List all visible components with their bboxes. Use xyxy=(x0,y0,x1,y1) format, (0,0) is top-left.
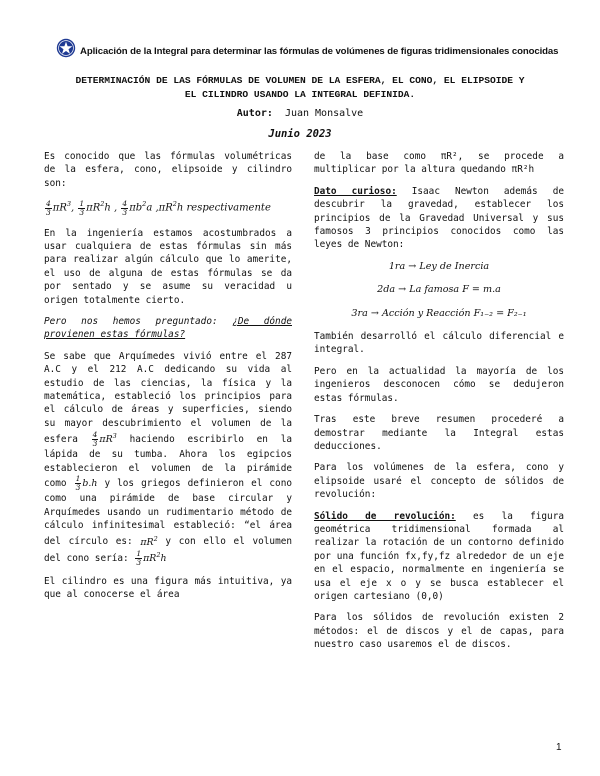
star-logo-icon xyxy=(56,38,76,58)
curiosity-paragraph xyxy=(314,185,564,252)
left-column xyxy=(44,150,292,610)
right-column xyxy=(314,150,564,660)
title-line-2: EL CILINDRO USANDO LA INTEGRAL DEFINIDA. xyxy=(184,89,416,100)
question-text: ¿De dónde provienen estas fórmulas? xyxy=(44,315,292,341)
newton-law-3: 3ra → Acción y Reacción F₁₋₂ = F₂₋₁ xyxy=(351,307,527,319)
intro-paragraph: Es conocido que las fórmulas volumétricas de la esfera, cono, elipsoide y cilindro son: xyxy=(44,151,292,189)
title-line-1: DETERMINACIÓN DE LAS FÓRMULAS DE VOLUMEN DE LA ESFERA, EL CONO, EL ELIPSOIDE Y xyxy=(75,75,525,86)
summary-paragraph: Tras este breve resumen procederé a demostrar mediante la Integral estas deducciones. xyxy=(314,414,564,452)
revolution-intro-paragraph: Para los volúmenes de la esfera, cono y elipsoide usaré el concepto de sólidos de revolución: xyxy=(314,462,564,501)
engineering-paragraph: En la ingeniería estamos acostumbrados a usar cualquiera de estas fórmulas sin más para realizar algún cálculo que lo amerite, el uso de alguna de estas fórmulas se da por sentado y se asume su veracidad u origen totalmente cierto. xyxy=(44,227,292,306)
document-title xyxy=(40,74,560,102)
header xyxy=(56,38,576,68)
newton-law-2: 2da → La famosa F = m.a xyxy=(377,284,501,296)
cylinder-continuation: de la base como πR², se procede a multiplicar por la altura quedando πR²h xyxy=(314,151,564,176)
formula-tail: respectivamente xyxy=(186,202,271,214)
revolution-text: es la figura geométrica tridimensional formada al realizar la rotación de un contorno definido por una función fx,fy,fz alrededor de un eje en el espacio, normalmente en ingeniería se usa el eje x o y se busca establecer el origen cartesiano (0,0) xyxy=(314,510,564,602)
engineers-paragraph: Pero en la actualidad la mayoría de los ingenieros desconocen cómo se dedujeron estas fórmulas. xyxy=(314,365,564,404)
curiosity-label: Dato curioso: xyxy=(314,185,397,197)
volume-formulas: $\frac{4}{3}$ $\pi R^3$, $\frac{1}{3}$ $\pi R^2h$ , $\frac{4}{3}$ $\pi b^2a$ $,\pi R^2h$ respectivamente xyxy=(46,198,271,217)
methods-paragraph: Para los sólidos de revolución existen 2 métodos: el de discos y el de capas, para nuestro caso usaremos el de discos. xyxy=(314,612,564,651)
author-name: Juan Monsalve xyxy=(284,108,364,119)
question-paragraph xyxy=(44,315,292,342)
curiosity-text: Isaac Newton además de descubrir la gravedad, establecer los principios de la Gravedad Universal y sus famosos 3 principios conocidos como las leyes de Newton: xyxy=(314,185,564,251)
newton-law-1: 1ra → Ley de Inercia xyxy=(388,260,490,272)
header-title: Aplicación de la Integral para determinar las fórmulas de volúmenes de figuras tridimensionales conocidas xyxy=(80,46,559,57)
revolution-label: Sólido de revolución: xyxy=(314,510,456,522)
author-label: Autor: xyxy=(236,108,273,119)
document-date: Junio 2023 xyxy=(268,128,332,140)
archimedes-text-c: y los griegos definieron el cono como una pirámide de base circular y Arquímedes usando un rudimentario método de cálculo infinitesimal estableció: “el área del círculo es: xyxy=(44,478,292,548)
archimedes-text-a: Se sabe que Arquímedes vivió entre el 287 A.C y el 212 A.C dedicando su vida al estudio de las ciencias, la física y la matemática, estableció los principios para el cálculo de áreas y superficies, siendo su mayor descubrimiento el volumen de la esfera xyxy=(44,350,292,446)
archimedes-text-d: y con ello el volumen del cono sería: xyxy=(44,536,293,565)
calculus-paragraph: También desarrolló el cálculo diferencial e integral. xyxy=(314,331,564,356)
archimedes-text-b: haciendo escribirlo en la lápida de su tumba. Ahora los egipcios establecieron el volumen de la pirámide como xyxy=(44,434,292,490)
page-number: 1 xyxy=(556,742,562,753)
cylinder-paragraph: El cilindro es una figura más intuitiva, ya que al conocerse el área xyxy=(44,576,292,601)
question-intro: Pero nos hemos preguntado: xyxy=(44,315,218,327)
author-line xyxy=(40,108,560,119)
revolution-definition xyxy=(314,510,564,604)
archimedes-paragraph: Se sabe que Arquímedes vivió entre el 287 A.C y el 212 A.C dedicando su vida al estudio de las ciencias, la física y la matemática, estableció los principios para el cálculo de áreas y superficies, siendo su mayor descubrimiento el volumen de la esfera $\frac{4}{3}$ $\pi R^3$ haciendo escribirlo en la lápida de su tumba. Ahora los egipcios establecieron el volumen de la pirámide como $\frac{1}{3}$ b.h y los griegos definieron el cono como una pirámide de base circular y Arquímedes usando un rudimentario método de cálculo infinitesimal estableció: “el área del círculo es: $\pi R^2$ y con ello el volumen del cono sería: $\frac{1}{3}$ $\pi R^2h$ xyxy=(44,350,293,568)
